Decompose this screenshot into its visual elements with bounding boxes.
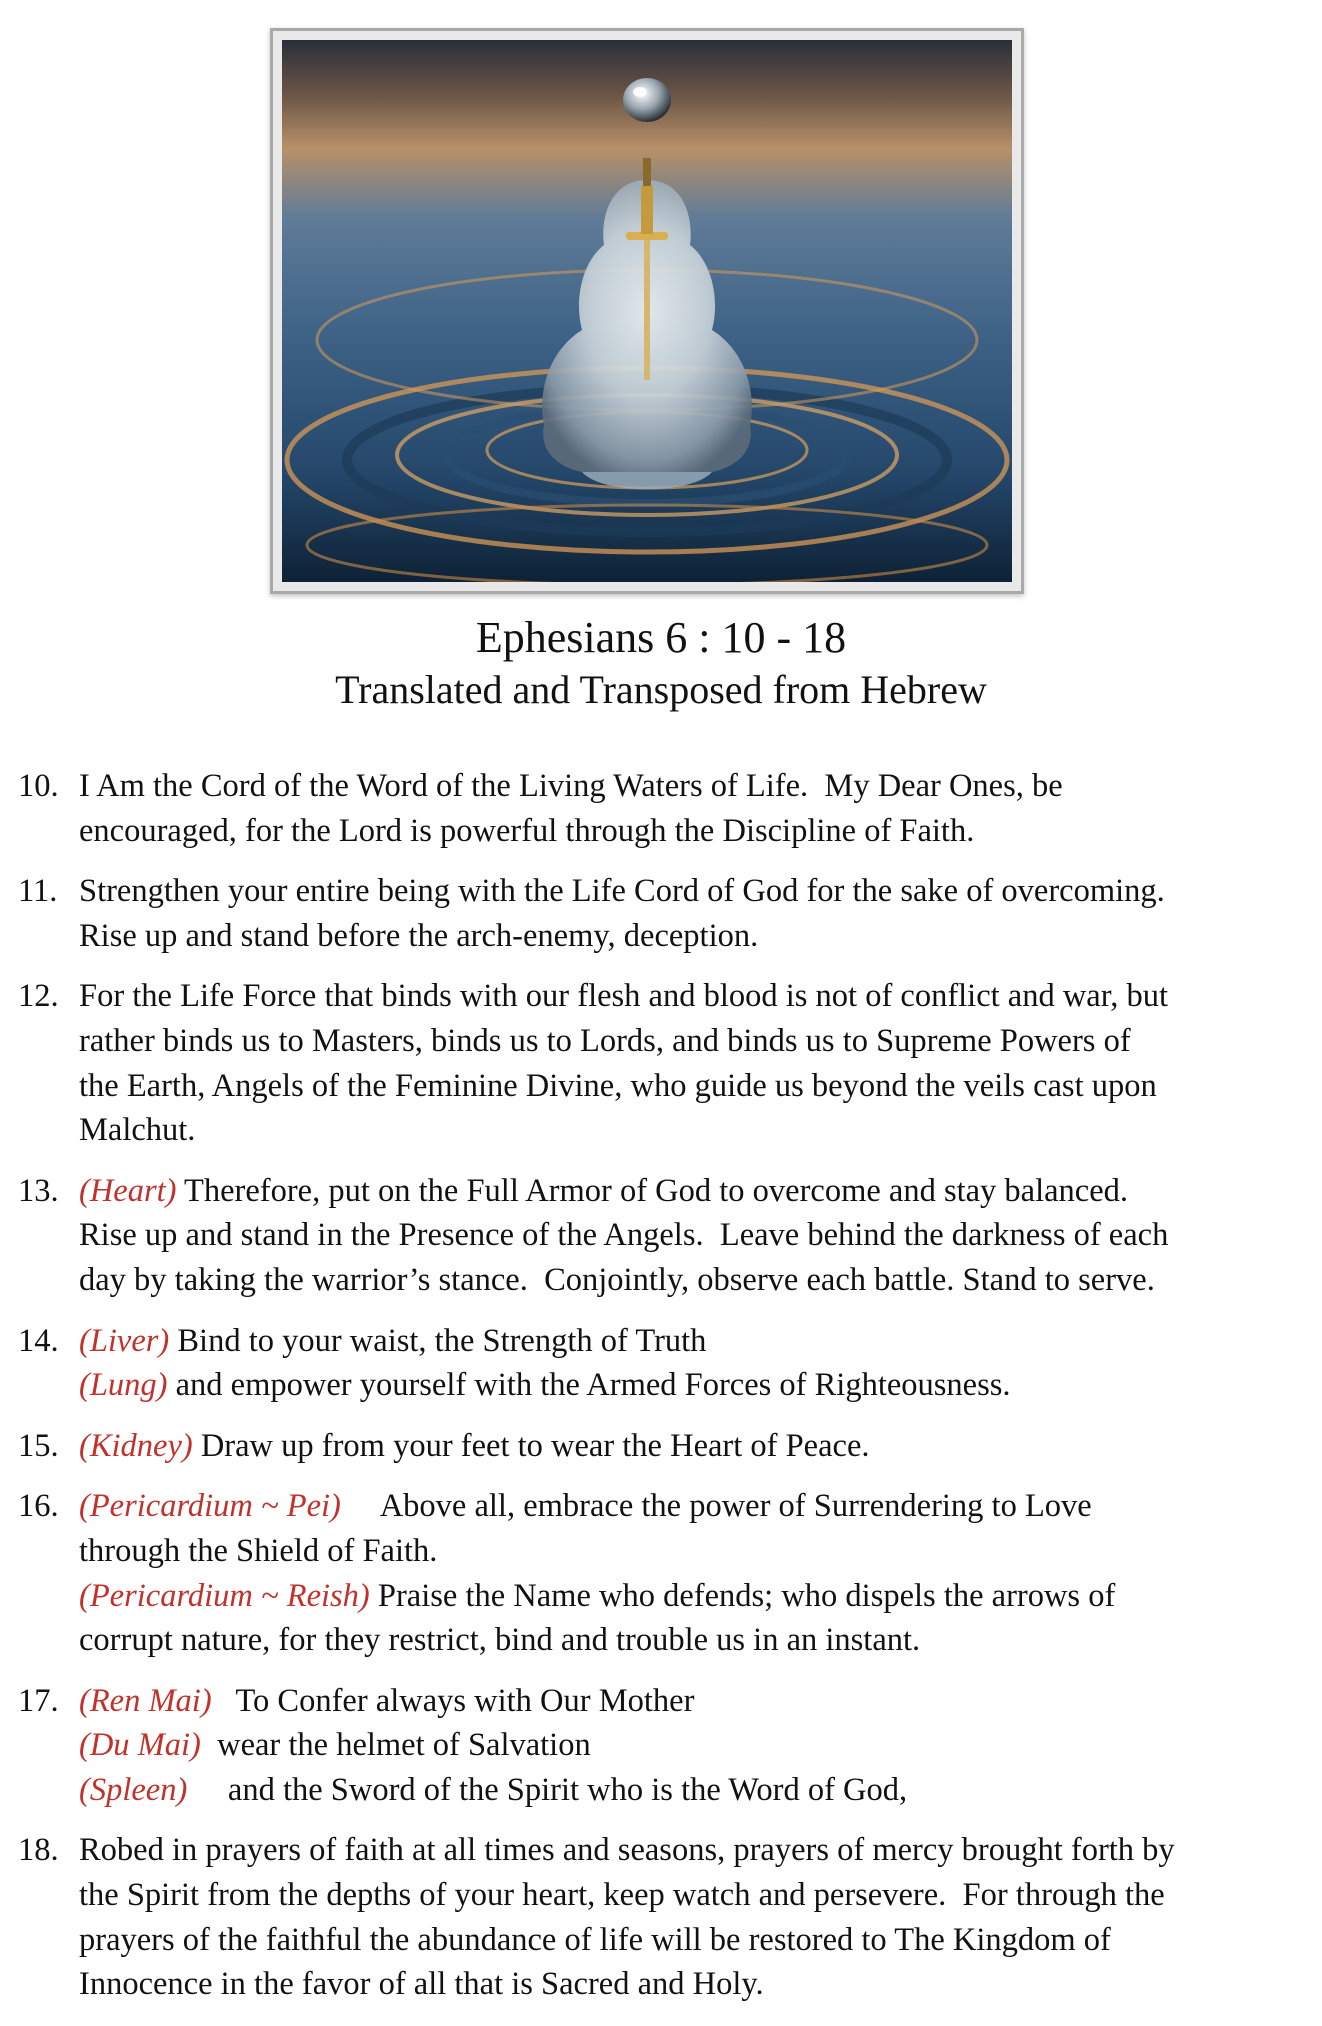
page-title: Ephesians 6 : 10 - 18 <box>475 613 847 662</box>
verse-text: Malchut. <box>79 1112 196 1149</box>
verse-line <box>79 1873 1308 1918</box>
verse-text: For the Life Force that binds with our flesh and blood is not of conflict and war, but <box>79 978 1169 1015</box>
verse-text: I Am the Cord of the Word of the Living Waters of Life. My Dear Ones, be <box>79 768 1063 804</box>
verse-item <box>18 1169 1308 1303</box>
verse-number: 18. <box>18 1832 59 1869</box>
verse-line <box>79 1679 1308 1724</box>
header-image-frame <box>270 28 1024 594</box>
verse-text: To Confer always with Our Mother <box>211 1682 695 1719</box>
verse-line <box>79 1962 1308 2007</box>
verse-number: 16. <box>18 1488 59 1525</box>
verse-item <box>18 1679 1308 1813</box>
verse-text: encouraged, for the Lord is powerful through the Discipline of Faith. <box>79 812 975 849</box>
page-subtitle: Translated and Transposed from Hebrew <box>335 667 987 712</box>
verse-text: and empower yourself with the Armed Forces of Righteousness. <box>167 1367 1011 1404</box>
verse-number: 10. <box>18 768 59 804</box>
verse-text: Therefore, put on the Full Armor of God to overcome and stay balanced. <box>176 1172 1129 1209</box>
verse-line <box>79 1019 1308 1064</box>
verse-line <box>79 1574 1308 1619</box>
verse-line <box>79 1918 1308 1963</box>
organ-label: (Pericardium ~ Reish) <box>79 1577 370 1614</box>
organ-label: (Ren Mai) <box>79 1682 212 1719</box>
verse-text: Rise up and stand before the arch-enemy, deception. <box>79 917 759 954</box>
verse-text: wear the helmet of Salvation <box>200 1727 591 1764</box>
verse-text: rather binds us to Masters, binds us to Lords, and binds us to Supreme Powers of <box>79 1022 1131 1059</box>
verse-line <box>79 1529 1308 1574</box>
verse-number: 15. <box>18 1427 59 1464</box>
verse-line <box>79 1484 1308 1529</box>
verse-text: Innocence in the favor of all that is Sacred and Holy. <box>79 1966 764 2003</box>
verse-text: Above all, embrace the power of Surrendering to Love <box>340 1488 1092 1525</box>
verse-item <box>18 764 1308 853</box>
verse-number: 12. <box>18 978 59 1015</box>
verse-line <box>79 1064 1308 1109</box>
organ-label: (Liver) <box>79 1322 170 1359</box>
verse-line <box>79 1169 1308 1214</box>
verse-line <box>79 869 1308 914</box>
verse-text: prayers of the faithful the abundance of life will be restored to The Kingdom of <box>79 1921 1111 1958</box>
verse-line <box>79 1618 1308 1663</box>
organ-label: (Spleen) <box>79 1771 188 1808</box>
organ-label: (Du Mai) <box>79 1727 201 1764</box>
organ-label: (Kidney) <box>79 1427 193 1464</box>
verse-item <box>18 1828 1308 2006</box>
organ-label: (Pericardium ~ Pei) <box>79 1488 341 1525</box>
verse-item <box>18 1424 1308 1469</box>
verse-line <box>79 1213 1308 1258</box>
verse-line <box>79 1768 1308 1813</box>
verse-text: Rise up and stand in the Presence of the Angels. Leave behind the darkness of each <box>79 1217 1169 1254</box>
verse-line <box>79 1319 1308 1364</box>
verse-line <box>79 809 1308 854</box>
verse-text: through the Shield of Faith. <box>79 1532 438 1569</box>
verse-item <box>18 1319 1308 1408</box>
verse-line <box>79 1424 1308 1469</box>
organ-label: (Lung) <box>79 1367 168 1404</box>
verse-line <box>79 764 1308 809</box>
verse-number: 13. <box>18 1172 59 1209</box>
verse-text: Bind to your waist, the Strength of Truth <box>169 1322 707 1359</box>
verse-text: the Earth, Angels of the Feminine Divine, who guide us beyond the veils cast upon <box>79 1067 1157 1104</box>
verse-text: Strengthen your entire being with the Life Cord of God for the sake of overcoming. <box>79 873 1165 910</box>
verse-number: 14. <box>18 1322 59 1359</box>
water-drop-figure-with-sword-icon <box>282 40 1012 582</box>
verse-text: corrupt nature, for they restrict, bind and trouble us in an instant. <box>79 1622 921 1659</box>
verse-number: 17. <box>18 1682 59 1719</box>
verse-line <box>79 1258 1308 1303</box>
organ-label: (Heart) <box>79 1172 177 1209</box>
verse-text: and the Sword of the Spirit who is the Word of God, <box>187 1771 908 1808</box>
verse-line <box>79 1363 1308 1408</box>
verse-item <box>18 869 1308 958</box>
verse-line <box>79 914 1308 959</box>
verse-text: Robed in prayers of faith at all times and seasons, prayers of mercy brought forth by <box>79 1832 1175 1869</box>
verse-text: day by taking the warrior’s stance. Conjointly, observe each battle. Stand to serve. <box>79 1261 1155 1298</box>
verse-line <box>79 1108 1308 1153</box>
verse-text: the Spirit from the depths of your heart, keep watch and persevere. For through the <box>79 1877 1165 1914</box>
verse-text: Praise the Name who defends; who dispels the arrows of <box>369 1577 1116 1614</box>
verse-item <box>18 974 1308 1152</box>
verse-list <box>18 764 1308 2023</box>
verse-line <box>79 1828 1308 1873</box>
verse-line <box>79 974 1308 1019</box>
verse-number: 11. <box>18 873 58 910</box>
verse-line <box>79 1723 1308 1768</box>
verse-text: Draw up from your feet to wear the Heart of Peace. <box>192 1427 870 1464</box>
verse-item <box>18 1484 1308 1662</box>
